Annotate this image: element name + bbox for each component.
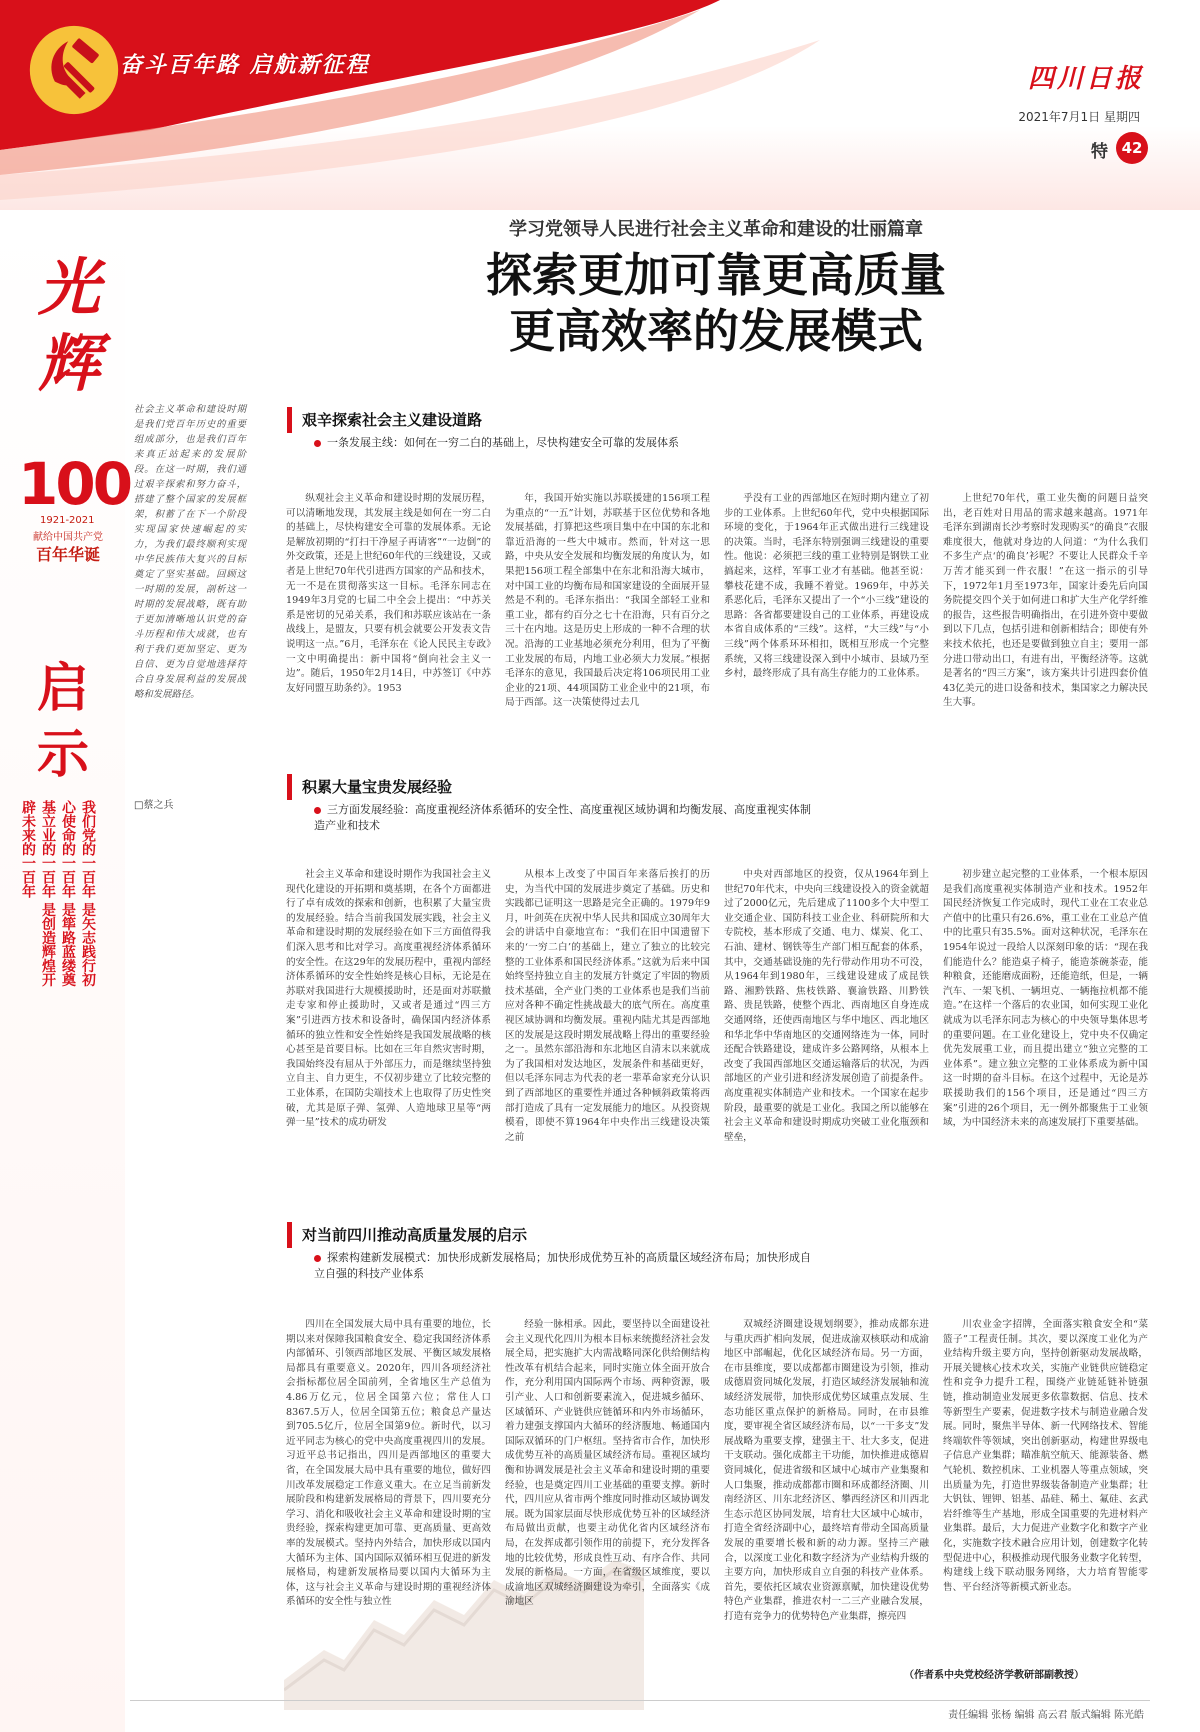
section-3-lead [314, 1250, 1154, 1266]
intro-paragraph: 社会主义革命和建设时期是我们党百年历史的重要组成部分，也是我们百年来真正站起来的发展阶段。在这一时期，我们通过艰辛探索和努力奋斗，搭建了整个国家的发展框架，积蓄了在下一个阶段实现国家快速崛起的实力，为我们最终顺利实现中华民族伟大复兴的目标奠定了坚实基础。回顾这一时期的发展，剖析这一时期的发展战略，既有助于更加清晰地认识党的奋斗历程和伟大成就，也有利于我们更加坚定、更为自信、更为自觉地选择符合自身发展利益的发展战略和发展路径。 [134, 404, 246, 700]
sidebar-poem: 我们党的一百年 是矢志践行初心使命的一百年 是筚路蓝缕奠基立业的一百年 是创造辉煌开辟未来的一百年 [20, 800, 96, 987]
section-2-title: 积累大量宝贵发展经验 [302, 778, 453, 796]
section-3-column: 川农业金字招牌，全面落实粮食安全和“菜篮子”工程责任制。其次，要以深度工业化为产业结构升级主要方向，坚持创新驱动发展战略，开展关键核心技术攻关，实施产业链供应链稳定性和竞争力提升工程，围绕产业链延链补链强链，推动制造业发展更多依靠数据、信息、技术等新型生产要素，促进数字技术与制造业融合发展。同时，聚焦半导体、新一代网络技术、智能终端软件等领域，突出创新驱动，构建世界级电子信息产业集群；瞄准航空航天、能源装备、燃气轮机、数控机床、工业机器人等重点领域，突出质量为先，打造世界级装备制造产业集群；壮大钒钛、锂钾、铝基、晶硅、稀土、氟硅、玄武岩纤维等生产基地，形成全国重要的先进材料产业集群。最后，大力促进产业数字化和数字产业化，实施数字技术融合应用计划，创建数字化转型促进中心，积极推动现代服务业数字化转型，构建线上线下联动服务网络，大力培育智能零售、平台经济等新模式新业态。 [943, 1319, 1148, 1593]
section-2-lead-text-1: 三方面发展经验：高度重视经济体系循环的安全性、高度重视区域协调和均衡发展、高度重视实体制 [327, 803, 811, 816]
section-2-body [286, 868, 1148, 1168]
section-2-column: 初步建立起完整的工业体系，一个根本原因是我们高度重视实体制造产业和技术。1952年国民经济恢复工作完成时，现代工业在工农业总产值中的比重只有26.6%，重工业在工业总产值中的比重只有35.5%。面对这种状况，毛泽东在1954年说过一段给人以深刻印象的话：“现在我们能造什么？能造桌子椅子，能造茶碗茶壶，能种粮食，还能磨成面粉，还能造纸，但是，一辆汽车、一架飞机、一辆坦克、一辆拖拉机都不能造。”在这样一个落后的农业国，如何实现工业化就成为以毛泽东同志为核心的中央领导集体思考的重要问题。在工业化建设上，党中央不仅确定优先发展重工业，而且提出建立“独立完整的工业体系”。建立独立完整的工业体系成为新中国这一时期的奋斗目标。在这个过程中，无论是苏联援助我们的156个项目，还是通过“四三方案”引进的26个项目，无一例外都聚焦于工业领域，为中国经济未来的高速发展打下重要基础。 [943, 869, 1148, 1129]
sidebar-title: 光辉 [37, 251, 100, 400]
section-2-lead-text-2: 造产业和技术 [314, 819, 380, 832]
section-2-column: 社会主义革命和建设时期作为我国社会主义现代化建设的开拓期和奠基期，在各个方面都进行了卓有成效的探索和创新，也积累了大量宝贵的发展经验。结合当前我国发展实践，社会主义革命和建设时期的发展经验在如下三方面值得我们深入思考和比对学习。高度重视经济体系循环的安全性。在这29年的发展历程中，重视内部经济体系循环的安全性始终是核心目标，无论是在苏联对我国进行大规模援助时，还是面对苏联撤走专家和停止援助时，又或者是通过“四三方案”引进西方技术和设备时，确保国内经济体系循环的独立性和安全性始终是我国发展战略的核心甚至是首要目标。比如在三年自然灾害时期，我国始终没有屈从于外部压力，而是继续坚持独立自主、自力更生，不仅初步建立了比较完整的工业体系，在国防尖端技术上也取得了历史性突破，尤其是原子弹、氢弹、人造地球卫星等“两弹一星”技术的成功研发 [286, 869, 491, 1129]
article-title-line-2: 更高效率的发展模式 [509, 304, 923, 358]
section-1-body [286, 492, 1148, 772]
section-3-body [286, 1318, 1148, 1668]
section-3-lead-text-1: 探索构建新发展模式：加快形成新发展格局；加快形成优势互补的高质量区域经济布局；加快形成自 [327, 1251, 811, 1264]
section-3-column: 四川在全国发展大局中具有重要的地位，长期以来对保障我国粮食安全、稳定我国经济体系内部循环、引领西部地区发展、平衡区域发展格局都具有重要意义。2020年，四川各项经济社会指标都位居全国前列，全省地区生产总值为4.86万亿元，位居全国第六位；常住人口8367.5万人，位居全国第五位；粮食总产量达到705.5亿斤，位居全国第9位。新时代，以习近平同志为核心的党中央高度重视四川的发展。习近平总书记指出，四川是西部地区的重要大省，在全国发展大局中具有重要的地位，做好四川改革发展稳定工作意义重大。在立足当前新发展阶段和构建新发展格局的背景下，四川要充分学习、消化和吸收社会主义革命和建设时期的宝贵经验，探索构建更加可靠、更高质量、更高效率的发展模式。坚持内外结合，加快形成以国内大循环为主体、国内国际双循环相互促进的新发展格局，构建新发展格局要以国内大循环为主体，这与社会主义革命与建设时期的重视经济体系循环的安全性与独立性 [286, 1319, 491, 1608]
intro-author: □蔡之兵 [134, 800, 174, 811]
section-1-title: 艰辛探索社会主义建设道路 [302, 411, 483, 429]
sidebar-section-word: 启示 [36, 658, 89, 785]
section-1-lead [314, 435, 1154, 451]
section-2-lead [314, 802, 1154, 818]
section-2-column: 从根本上改变了中国百年来落后挨打的历史，为当代中国的发展进步奠定了基础。历史和实践都已证明这一思路是完全正确的。1979年9月，叶剑英在庆祝中华人民共和国成立30周年大会的讲话中自豪地宣布：“我们在旧中国遗留下来的‘一穷二白’的基础上，建立了独立的比较完整的工业体系和国民经济体系。”这就为后来中国始终坚持独立自主的发展方针奠定了牢固的物质技术基础，全产业门类的工业体系也是我们当前应对各种不确定性挑战最大的底气所在。高度重视区域协调和均衡发展。重视内陆尤其是西部地区的发展是这段时期发展战略上得出的重要经验之一。虽然东部沿海和东北地区自清末以来就成为了我国相对发达地区，发展条件和基础更好，但以毛泽东同志为代表的老一辈革命家充分认识到了西部地区的重要性并通过各种倾斜政策将西部打造成了具有一定发展能力的地区。从投资规模看，即使不算1964年中央作出三线建设决策之前 [505, 869, 710, 1143]
bullet-dot-icon [314, 440, 321, 447]
section-1-column: 乎没有工业的西部地区在短时期内建立了初步的工业体系。上世纪60年代，党中央根据国际环境的变化，于1964年正式做出进行三线建设的决策。当时，毛泽东特别强调三线建设的重要性。他说：必须把三线的重工业特别是钢铁工业搞起来，这样，军事工业才有基础。他甚至说：攀枝花建不成，我睡不着觉。1969年，中苏关系恶化后，毛泽东又提出了一个“小三线”建设的思路：各省都要建设自己的工业体系，再建设成本省自成体系的“三线”。这样，“大三线”与“小三线”两个体系环环相扣，既相互形成一个完整系统，又将三线建设深入到中小城市、县域乃至乡村，最终形成了具有高生存能力的工业体系。 [724, 493, 929, 680]
author-note: （作者系中央党校经济学教研部副教授） [904, 1670, 1084, 1681]
section-3-column: 经验一脉相承。因此，要坚持以全面建设社会主义现代化四川为根本目标来统揽经济社会发展全局，把实施扩大内需战略同深化供给侧结构性改革有机结合起来，同时实施立体全面开放合作，充分利用国内国际两个市场、两种资源，吸引产业、人口和创新要素流入，促进城乡循环、区域循环、产业链供应链循环和内外市场循环，着力建强支撑国内大循环的经济腹地、畅通国内国际双循环的门户枢纽。坚持省市合作，加快形成优势互补的高质量区域经济布局。重视区域均衡和协调发展是社会主义革命和建设时期的重要经验，也是奠定四川工业基础的重要支撑。新时代，四川应从省市两个维度同时推动区域协调发展。既为国家层面尽快形成优势互补的区域经济布局做出贡献，也要主动优化省内区域经济布局，在发挥成都引领作用的前提下，充分发挥各地的比较优势，形成良性互动、有序合作、共同发展的新格局。一方面，在省级区域维度，要以成渝地区双城经济圈建设为牵引，全面落实《成渝地区 [505, 1319, 710, 1608]
newspaper-name: 四川日报 [1027, 64, 1144, 94]
issue-date: 2021年7月1日 星期四 [1018, 110, 1140, 124]
bullet-dot-icon [314, 1255, 321, 1262]
section-2-column: 中央对西部地区的投资，仅从1964年到上世纪70年代末，中央向三线建设投入的资金就超过了2000亿元，先后建成了1100多个大中型工业交通企业、国防科技工业企业、科研院所和大专院校，基本形成了交通、电力、煤炭、化工、石油、建材、钢铁等生产部门相互配套的体系，其中，交通基础设施的先行带动作用功不可没，从1964年到1980年，三线建设建成了成昆铁路、湘黔铁路、焦枝铁路、襄渝铁路、川黔铁路、贵昆铁路，使整个西北、西南地区自身连成交通网络，还使西南地区与华中地区、西北地区和华北华中华南地区的交通网络连为一体，同时还配合铁路建设，建成许多公路网络，从根本上改变了我国西部地区交通运输落后的状况，为西部地区的产业引进和经济发展创造了前提条件。高度重视实体制造产业和技术。一个国家在起步阶段，最重要的就是工业化。我国之所以能够在社会主义革命和建设时期成功突破工业化瓶颈和壁垒， [724, 869, 929, 1143]
editor-credits: 责任编辑 张杨 编辑 高云君 版式编辑 陈光皓 [948, 1710, 1144, 1721]
section-3-title: 对当前四川推动高质量发展的启示 [302, 1226, 528, 1244]
section-1-column: 年，我国开始实施以苏联援建的156项工程为重点的“一五”计划，苏联基于区位优势和各地发展基础，打算把这些项目集中在中国的东北和靠近沿海的一些大中城市。然而，针对这一思路，中央从安全发展和均衡发展的角度认为，如果把156项工程全部集中在东北和沿海大城市，对中国工业的均衡布局和国家建设的全面展开显然是不利的。毛泽东指出：“我国全部轻工业和重工业，都有约百分之七十在沿海，只有百分之三十在内地。这是历史上形成的一种不合理的状况。沿海的工业基地必须充分利用，但为了平衡工业发展的布局，内地工业必须大力发展。”根据毛泽东的意见，我国最后决定将106项民用工业企业的21项、44项国防工业企业中的21项，布局于西部。这一决策使得过去几 [505, 493, 710, 709]
party-emblem-icon [26, 22, 122, 118]
section-bar [287, 774, 292, 800]
sidebar-anniversary: 百年华诞 [35, 545, 100, 564]
page-number-badge: 42 [1116, 132, 1148, 164]
article-title-line-1: 探索更加可靠更高质量 [486, 248, 946, 302]
sidebar-years: 1921-2021 [40, 515, 95, 526]
bullet-dot-icon [314, 807, 321, 814]
section-1-lead-text: 一条发展主线：如何在一穷二白的基础上，尽快构建安全可靠的发展体系 [327, 436, 679, 449]
section-1-column: 纵观社会主义革命和建设时期的发展历程，可以清晰地发现，其发展主线是如何在一穷二白的基础上，尽快构建安全可靠的发展体系。无论是解放初期的“打扫干净屋子再请客”“一边倒”的外交政策，还是上世纪60年代的三线建设，又或者是上世纪70年代引进西方国家的产品和技术，无一不是在贯彻落实这一目标。毛泽东同志在1949年3月党的七届二中全会上提出：“中苏关系是密切的兄弟关系，我们和苏联应该站在一条战线上，是盟友，只要有机会就要公开发表文告说明这一点。”6月，毛泽东在《论人民民主专政》一文中明确提出：新中国将“倒向社会主义一边”。随后，1950年2月14日，中苏签订《中苏友好同盟互助条约》。1953 [286, 493, 491, 694]
page-label: 特 [1091, 142, 1108, 162]
sidebar-centenary-number: 100 [18, 450, 131, 518]
masthead-slogan: 奋斗百年路 启航新征程 [120, 52, 370, 78]
left-sidebar [0, 210, 131, 1732]
masthead [0, 0, 1200, 210]
article-title [286, 247, 1146, 359]
section-3-lead-text-2: 立自强的科技产业体系 [314, 1267, 424, 1280]
masthead-banner [0, 0, 1200, 210]
sidebar-dedication: 献给中国共产党 [33, 532, 103, 543]
section-bar [287, 407, 292, 433]
section-3-column: 双城经济圈建设规划纲要》，推动成都东进与重庆西扩相向发展，促进成渝双核联动和成渝地区中部崛起，优化区域经济布局。另一方面，在市县维度，要以成都都市圈建设为引领，推动成德眉资同城化发展，打造区域经济发展轴和流域经济发展带，加快形成优势区域重点发展、生态功能区重点保护的新格局。同时，在市县维度，要审视全省区域经济布局，以“一干多支”发展战略为重要支撑，建强主干、壮大多支，促进干支联动。强化成都主干功能，加快推进成德眉资同城化，促进省级和区域中心城市产业集聚和人口集聚，推动成都都市圈和环成都经济圈、川南经济区、川东北经济区、攀西经济区和川西北生态示范区协同发展，培育壮大区域中心城市，打造全省经济副中心，最终培育带动全国高质量发展的重要增长极和新的动力源。坚持三产融合，以深度工业化和数字经济为产业结构升级的主要方向，加快形成自立自强的科技产业体系。首先，要依托区域农业资源禀赋，加快建设优势特色产业集群，推进农村一二三产业融合发展，打造有竞争力的优势特色产业集群，擦亮四 [724, 1319, 929, 1622]
section-1-column: 上世纪70年代，重工业失衡的问题日益突出，老百姓对日用品的需求越来越高。1971年毛泽东到湖南长沙考察时发现购买“的确良”衣服难度很大，他就对身边的人问道：“为什么我们不多生产点‘的确良’衫呢？不要让人民群众千辛万苦才能买到一件衣服！”在这一指示的引导下，1972年1月至1973年，国家计委先后向国务院提交四个关于如何进口和扩大生产化学纤维的报告，这些报告明确指出，在引进外资中要做到以下几点，包括引进和创新相结合；即使有外来技术依托，也还是要做到独立自主；要用一部分进口带动出口，有进有出，平衡经济等。这就是著名的“四三方案”，该方案共计引进四套价值43亿美元的进口设备和技术，集国家之力解决民生大事。 [943, 493, 1148, 709]
article-subtitle: 学习党领导人民进行社会主义革命和建设的壮丽篇章 [509, 219, 923, 240]
footer-divider [130, 1700, 1150, 1701]
section-bar [287, 1222, 292, 1248]
